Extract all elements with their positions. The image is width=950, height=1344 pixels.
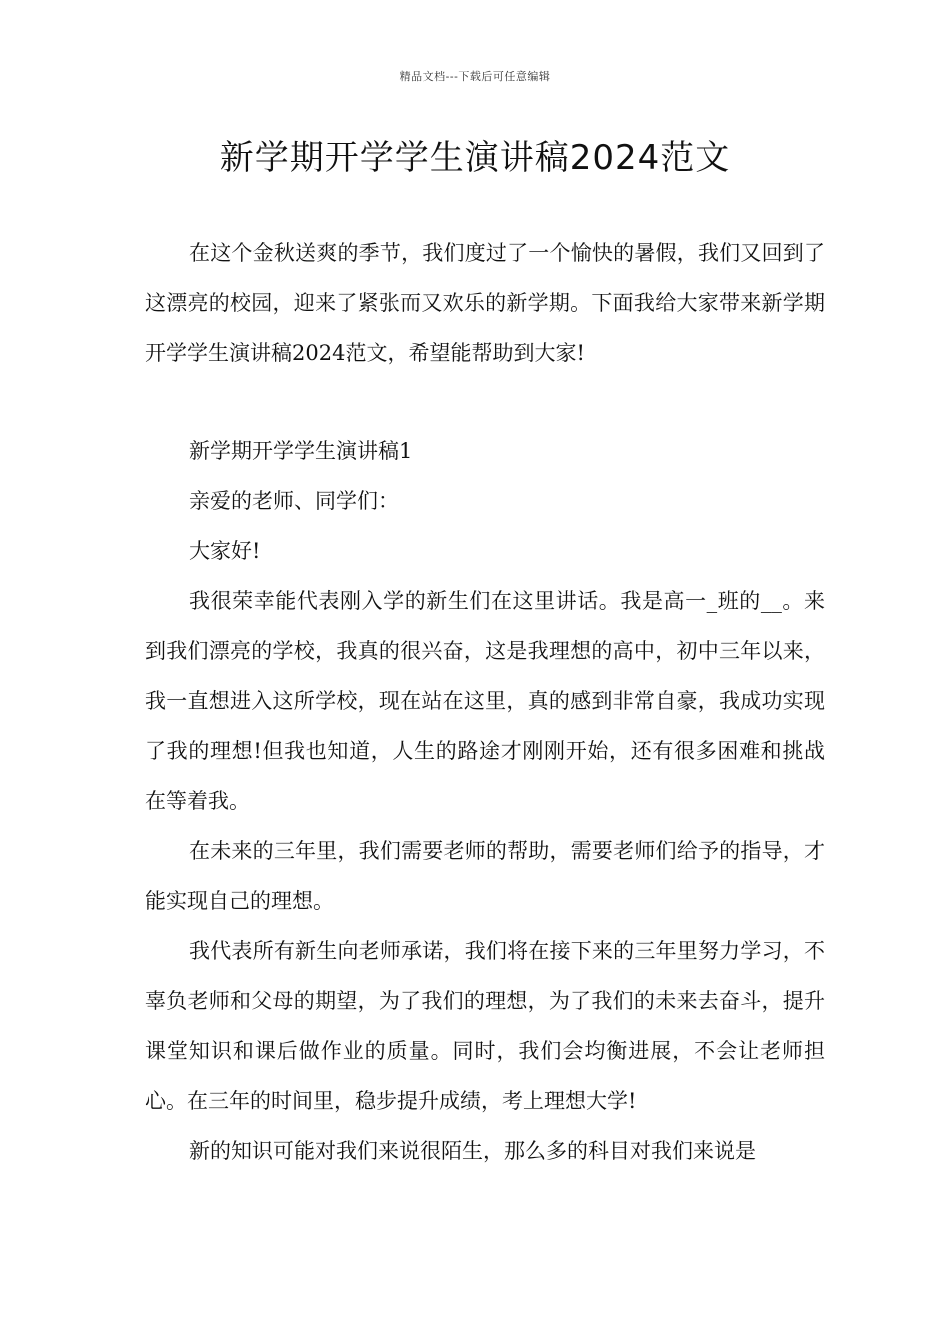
body-paragraph: 我很荣幸能代表刚入学的新生们在这里讲话。我是高一_班的__。来到我们漂亮的学校，我真的很兴奋，这是我理想的高中，初中三年以来，我一直想进入这所学校，现在站在这里，真的感到非常自豪，我成功实现了我的理想!但我也知道，人生的路途才刚刚开始，还有很多困难和挑战在等着我。 [145, 589, 825, 813]
section-title: 新学期开学学生演讲稿1 [189, 439, 413, 463]
intro-paragraph: 在这个金秋送爽的季节，我们度过了一个愉快的暑假，我们又回到了这漂亮的校园，迎来了紧张而又欢乐的新学期。下面我给大家带来新学期开学学生演讲稿2024范文，希望能帮助到大家! [145, 241, 825, 365]
paragraph-gap [145, 378, 825, 426]
header-note: 精品文档---下载后可任意编辑 [399, 70, 551, 83]
salutation: 亲爱的老师、同学们： [189, 489, 399, 513]
document-body [145, 228, 825, 1176]
body-paragraph: 新的知识可能对我们来说很陌生，那么多的科目对我们来说是 [189, 1139, 756, 1163]
body-paragraph: 我代表所有新生向老师承诺，我们将在接下来的三年里努力学习，不辜负老师和父母的期望，为了我们的理想，为了我们的未来去奋斗，提升课堂知识和课后做作业的质量。同时，我们会均衡进展，不会让老师担心。在三年的时间里，稳步提升成绩，考上理想大学! [145, 939, 825, 1113]
body-paragraph: 在未来的三年里，我们需要老师的帮助，需要老师们给予的指导，才能实现自己的理想。 [145, 839, 825, 913]
greeting: 大家好! [189, 539, 261, 563]
document-title: 新学期开学学生演讲稿2024范文 [219, 138, 731, 178]
